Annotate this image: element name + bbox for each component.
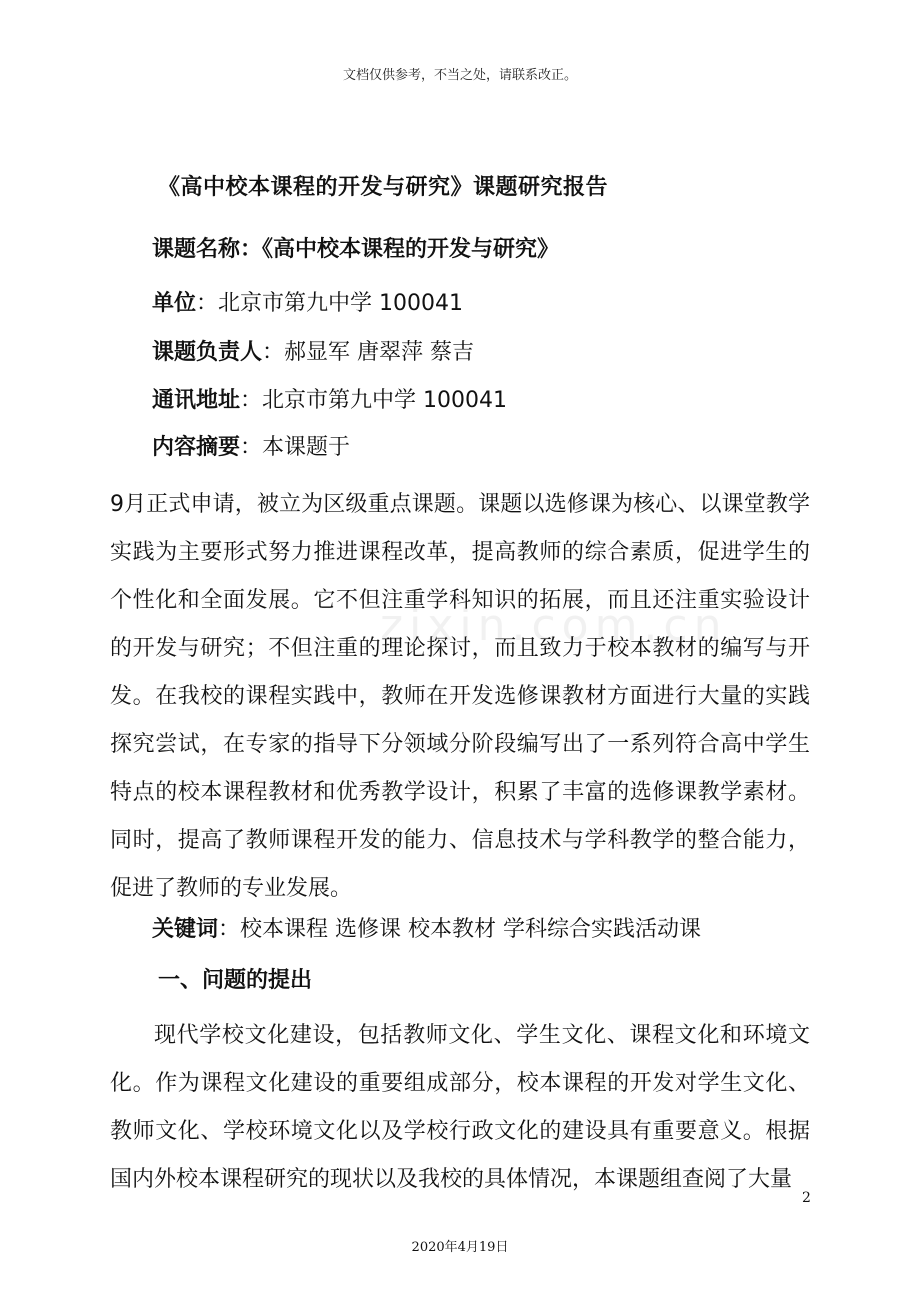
header-note: 文档仅供参考，不当之处，请联系改正。 [342,68,577,83]
abstract-paragraph: 9月正式申请，被立为区级重点课题。课题以选修课为核心、以课堂教学实践为主要形式努力推进课程改革，提高教师的综合素质，促进学生的个性化和全面发展。它不但注重学科知识的拓展，而且还注重实验设计的开发与研究；不但注重的理论探讨，而且致力于校本教材的编写与开发。在我校的课程实践中，教师在开发选修课教材方面进行大量的实践探究尝试，在专家的指导下分领域分阶段编写出了一系列符合高中学生特点的校本课程教材和优秀教学设计，积累了丰富的选修课教学素材。同时，提高了教师课程开发的能力、信息技术与学科教学的整合能力，促进了教师的专业发展。 [110,492,810,901]
project-name-value: 《高中校本课程的开发与研究》 [262,237,560,262]
address-label: 通讯地址 [152,388,241,413]
abstract-intro: ：本课题于 [240,435,351,460]
section-heading: 一、问题的提出 [158,968,313,993]
unit-value: ：北京市第九中学 100041 [196,291,463,316]
section-body [110,1012,810,1204]
keywords-value: ：校本课程 选修课 校本教材 学科综合实践活动课 [218,917,701,942]
footer-date: 2020年4月19日 [411,1240,509,1255]
unit-field [152,288,463,320]
page-number: 2 [802,1190,811,1206]
leader-label: 课题负责人 [152,340,263,365]
unit-label: 单位 [152,291,197,316]
address-value: ：北京市第九中学 100041 [240,388,507,413]
address-field [152,385,507,417]
project-name-field [152,234,559,266]
watermark: zixin.com.cn [380,600,728,651]
body-paragraph: 现代学校文化建设，包括教师文化、学生文化、课程文化和环境文化。作为课程文化建设的重要组成部分，校本课程的开发对学生文化、教师文化、学校环境文化以及学校行政文化的建设具有重要意义。根据国内外校本课程研究的现状以及我校的具体情况，本课题组查阅了大量 [110,1023,810,1192]
leader-value: ：郝显军 唐翠萍 蔡吉 [262,340,475,365]
report-title: 《高中校本课程的开发与研究》课题研究报告 [158,175,609,200]
keywords-field [152,914,701,946]
abstract-body [110,481,810,913]
keywords-label: 关键词 [152,917,219,942]
leader-field [152,337,474,369]
abstract-field [152,432,350,464]
abstract-label: 内容摘要 [152,435,241,460]
project-name-label: 课题名称： [152,237,263,262]
